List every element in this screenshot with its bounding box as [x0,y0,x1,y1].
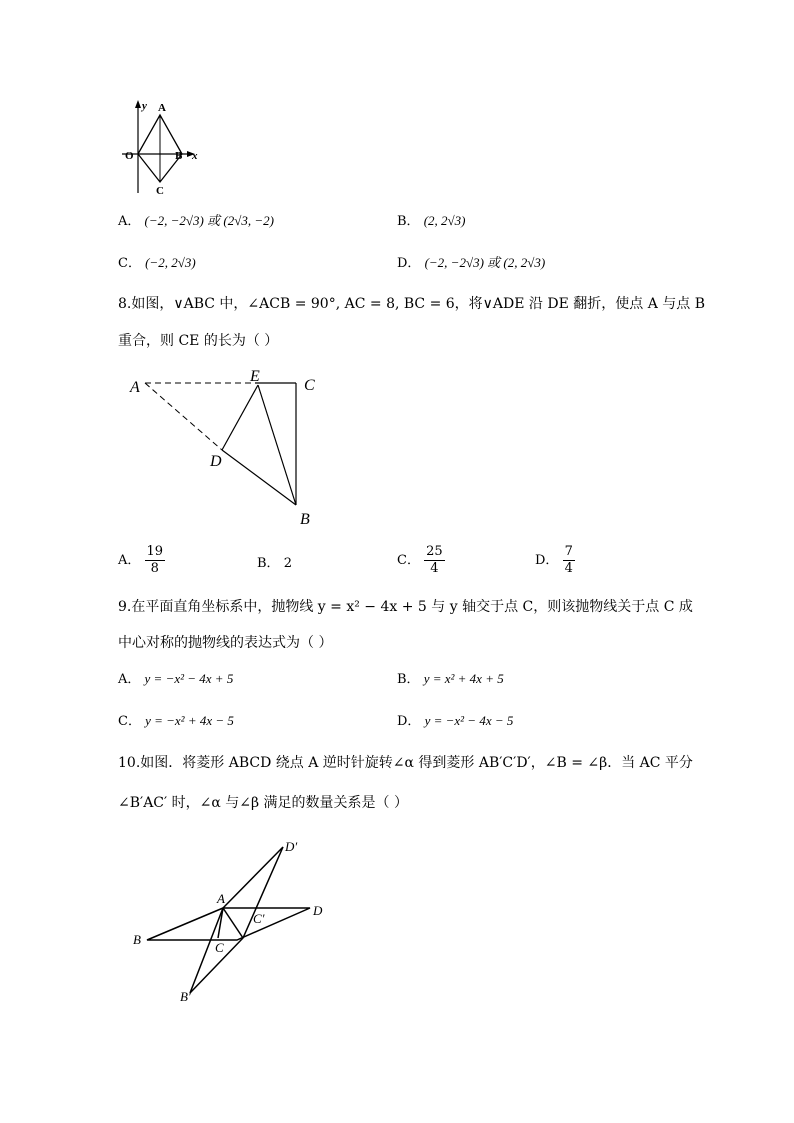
q7-option-d-letter: D． [397,256,421,271]
label-b: B [133,932,141,947]
label-d: D [313,903,323,918]
q10-stem-line2: ∠B′AC′ 时，∠α 与∠β 满足的数量关系是（ ） [118,795,409,811]
q7-option-a-text: (−2, −2√3) 或 (2√3, −2) [144,213,274,228]
label-a: A [130,379,140,396]
q9-option-c [118,712,234,731]
label-c: C [215,940,224,955]
q9-option-d-text: y = −x² − 4x − 5 [424,713,514,728]
q8-option-d-fraction [563,544,575,577]
q9-option-a-letter: A． [118,672,141,687]
q8-option-c-fraction [424,544,445,577]
q9-option-b-text: y = x² + 4x + 5 [423,671,504,686]
q8-option-a [118,544,165,577]
q8-option-c-numerator: 25 [426,544,443,559]
q9-option-a-text: y = −x² − 4x + 5 [144,671,234,686]
q7-option-b-letter: B． [397,214,420,229]
q7-option-c-letter: C． [118,256,141,271]
label-a: A [217,891,225,906]
q9-option-b [397,670,504,689]
q9-option-d [397,712,513,731]
q8-option-a-letter: A． [118,553,141,568]
label-b: B [175,150,183,162]
y-axis-arrow [135,100,141,108]
label-e: E [250,368,260,385]
q9-option-c-letter: C． [118,714,141,729]
segment-ac-prime [223,908,243,938]
label-y: y [142,100,147,112]
q8-option-a-fraction [145,544,166,577]
label-o: O [125,150,134,162]
q10-stem-line1: 10.如图．将菱形 ABCD 绕点 A 逆时针旋转∠α 得到菱形 AB′C′D′，∠B = ∠β．当 AC 平分 [118,755,693,771]
q8-option-d-denominator: 4 [564,561,573,576]
q9-option-c-text: y = −x² + 4x − 5 [145,713,234,728]
rhombus-abcd [147,908,310,940]
q7-option-d-text: (−2, −2√3) 或 (2, 2√3) [424,255,546,270]
q7-option-c [118,254,196,273]
q8-option-a-numerator: 19 [146,544,164,559]
label-b: B [300,511,310,528]
q9-option-b-letter: B． [397,672,420,687]
segment-db [222,450,296,505]
rhombus-coordinate-figure [110,95,210,200]
q7-option-d [397,254,545,273]
label-b-prime: B′ [180,989,191,1004]
q7-option-a-letter: A． [118,214,141,229]
label-d-prime: D′ [285,839,298,854]
q7-option-b-text: (2, 2√3) [423,213,466,228]
label-c: C [304,377,315,394]
q7-option-b [397,212,466,231]
segment-ad-dashed [145,383,222,450]
q8-option-d-letter: D． [535,553,559,568]
label-a: A [158,102,166,114]
q9-stem-line1: 9.在平面直角坐标系中，抛物线 y = x² − 4x + 5 与 y 轴交于点 C，则该抛物线关于点 C 成 [118,599,693,615]
q8-stem-line1: 8.如图，∨ABC 中，∠ACB = 90°, AC = 8, BC = 6，将∨ADE 沿 DE 翻折，使点 A 与点 B [118,296,706,312]
q9-option-a [118,670,233,689]
q7-option-c-text: (−2, 2√3) [145,255,196,270]
label-c: C [156,185,164,197]
q7-option-a [118,212,274,231]
segment-eb [258,385,296,505]
triangle-fold-figure [120,365,330,535]
q8-option-b-letter: B． [257,556,280,571]
rotated-rhombus-figure [125,835,340,1010]
q8-option-d [535,544,575,577]
label-x: x [192,150,198,162]
q8-option-b-text: 2 [283,556,292,571]
q8-option-a-denominator: 8 [150,561,159,576]
q8-option-b [257,555,292,573]
q8-stem-line2: 重合，则 CE 的长为（ ） [118,333,279,349]
q8-option-d-numerator: 7 [564,544,573,559]
segment-de [222,385,258,450]
q8-option-c-letter: C． [397,553,420,568]
q8-option-c [397,544,445,577]
q8-option-c-denominator: 4 [430,561,439,576]
label-d: D [210,453,222,470]
label-c-prime: C′ [253,911,265,926]
rhombus-ab-prime-c-prime-d-prime [190,847,283,993]
q9-stem-line2: 中心对称的抛物线的表达式为（ ） [118,635,333,651]
q9-option-d-letter: D． [397,714,421,729]
